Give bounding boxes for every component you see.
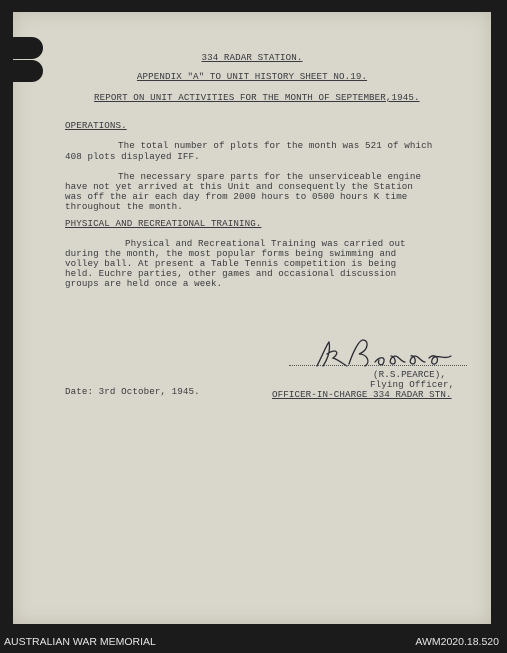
doc-title: 334 RADAR STATION. — [201, 52, 303, 63]
signatory-role: OFFICER-IN-CHARGE 334 RADAR STN. — [272, 389, 452, 400]
ops-p2-line: have not yet arrived at this Unit and consequently the Station — [65, 181, 414, 192]
operations-heading: OPERATIONS. — [65, 120, 127, 131]
footer-institution: AUSTRALIAN WAR MEMORIAL — [4, 636, 156, 648]
ops-p2-line: The necessary spare parts for the unserviceable engine — [118, 171, 422, 182]
doc-report-heading: REPORT ON UNIT ACTIVITIES FOR THE MONTH OF SEPTEMBER,1945. — [94, 92, 420, 103]
ops-p2-line: was off the air each day from 2000 hours to 0500 hours K time — [65, 191, 408, 202]
handwritten-signature — [313, 334, 473, 374]
doc-appendix: APPENDIX "A" TO UNIT HISTORY SHEET NO.19. — [136, 71, 368, 82]
phys-heading: PHYSICAL AND RECREATIONAL TRAINING. — [65, 218, 262, 229]
phys-line: held. Euchre parties, other games and occasional discussion — [65, 268, 397, 279]
document-page — [13, 12, 491, 624]
phys-line: groups are held once a week. — [65, 278, 223, 289]
signature-line — [289, 365, 467, 366]
signatory-rank: Flying Officer, — [370, 379, 455, 390]
footer-accession: AWM2020.18.520 — [415, 636, 499, 648]
ops-p2-line: throughout the month. — [65, 201, 183, 212]
phys-line: during the month, the most popular forms being swimming and — [65, 248, 397, 259]
doc-date: Date: 3rd October, 1945. — [65, 386, 200, 397]
ops-p1-line: The total number of plots for the month was 521 of which — [118, 140, 433, 151]
ops-p1-line: 408 plots displayed IFF. — [65, 151, 200, 162]
phys-line: volley ball. At present a Table Tennis competition is being — [65, 258, 397, 269]
signatory-name: (R.S.PEARCE), — [373, 369, 446, 380]
phys-line: Physical and Recreational Training was carried out — [125, 238, 406, 249]
